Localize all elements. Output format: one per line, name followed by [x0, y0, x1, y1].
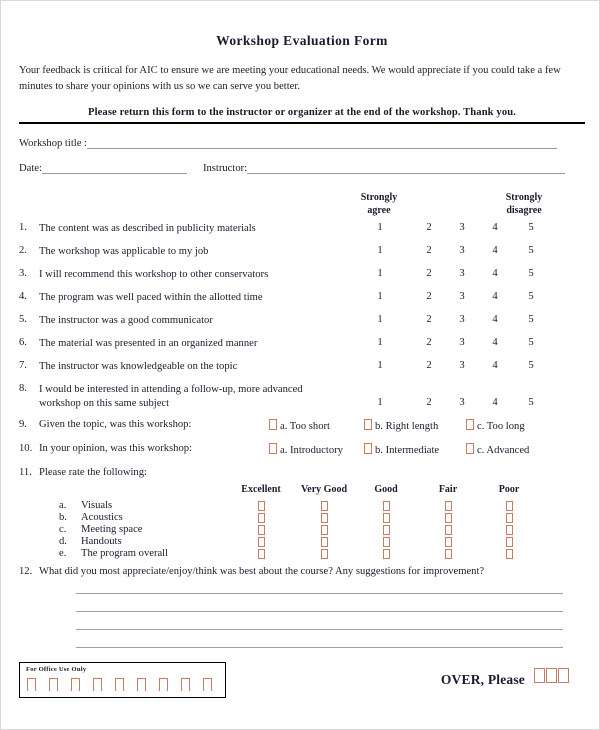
open-answer-lines	[19, 593, 585, 648]
likert-row-number: 8.	[19, 383, 27, 394]
likert-row-text: The workshop was applicable to my job	[39, 246, 209, 257]
open-answer-line[interactable]	[76, 593, 563, 594]
checkbox-icon[interactable]	[269, 443, 277, 454]
office-use-cell[interactable]	[49, 678, 58, 691]
rating-matrix-text: Please rate the following:	[39, 467, 147, 478]
likert-row-number: 3.	[19, 268, 27, 279]
likert-row	[19, 337, 585, 360]
date-label: Date:	[19, 163, 42, 174]
likert-row-text: The instructor was knowledgeable on the topic	[39, 361, 238, 372]
intro-paragraph: Your feedback is critical for AIC to ensure we are meeting your educational needs. We would appreciate if you could take a few minutes to share your opinions with us so we can serve you better.	[19, 65, 561, 92]
rating-checkbox[interactable]	[321, 549, 328, 559]
checkbox-icon[interactable]	[466, 419, 474, 430]
rating-checkbox[interactable]	[258, 501, 265, 511]
likert-option-4[interactable]: 4	[492, 337, 498, 348]
likert-option-2[interactable]: 2	[426, 360, 432, 371]
rating-row-label: Acoustics	[81, 512, 123, 523]
choice-options	[269, 443, 585, 457]
choice-option[interactable]	[364, 443, 439, 456]
choice-option[interactable]	[269, 419, 330, 432]
workshop-title-row	[19, 137, 585, 149]
office-use-cell[interactable]	[203, 678, 212, 691]
rating-checkbox[interactable]	[383, 537, 390, 547]
strongly-agree-label: Strongly agree	[360, 192, 398, 216]
office-use-box	[19, 662, 226, 698]
choice-row	[19, 443, 585, 467]
rating-checkbox[interactable]	[445, 549, 452, 559]
likert-option-1[interactable]: 1	[377, 397, 383, 408]
choice-option-label: a. Too short	[280, 421, 330, 432]
likert-row-text: I would be interested in attending a follow-up, more advanced workshop on this same subject	[39, 384, 303, 409]
likert-option-2[interactable]: 2	[426, 222, 432, 233]
choice-option-label: b. Right length	[375, 421, 439, 432]
likert-option-3[interactable]: 3	[459, 314, 465, 325]
choice-option[interactable]	[364, 419, 438, 432]
strongly-disagree-label: Strongly disagree	[505, 192, 543, 216]
likert-options	[349, 314, 569, 328]
open-question-text: What did you most appreciate/enjoy/think was best about the course? Any suggestions for improvement?	[39, 566, 485, 577]
likert-row-number: 2.	[19, 245, 27, 256]
checkbox-icon[interactable]	[466, 443, 474, 454]
choice-row-number: 9.	[19, 419, 27, 430]
likert-option-3[interactable]: 3	[459, 222, 465, 233]
checkbox-icon[interactable]	[269, 419, 277, 430]
likert-option-3[interactable]: 3	[459, 268, 465, 279]
likert-option-3[interactable]: 3	[459, 360, 465, 371]
choice-question-list	[19, 419, 585, 467]
likert-row-text: The program was well paced within the allotted time	[39, 292, 263, 303]
form-content	[19, 1, 585, 730]
likert-option-1[interactable]: 1	[377, 245, 383, 256]
open-answer-line[interactable]	[76, 611, 563, 612]
likert-options	[349, 245, 569, 259]
rating-checkbox[interactable]	[321, 525, 328, 535]
likert-option-4[interactable]: 4	[492, 397, 498, 408]
likert-option-2[interactable]: 2	[426, 245, 432, 256]
office-use-cell[interactable]	[115, 678, 124, 691]
form-footer	[19, 662, 585, 708]
rating-matrix	[19, 484, 585, 562]
rating-column-header: Excellent	[241, 484, 281, 495]
rating-checkbox[interactable]	[383, 513, 390, 523]
office-use-cell[interactable]	[71, 678, 80, 691]
rating-row-letter: a.	[59, 500, 67, 511]
office-use-cells	[27, 678, 222, 693]
choice-option-label: b. Intermediate	[375, 445, 440, 456]
choice-row-number: 10.	[19, 443, 33, 454]
office-use-cell[interactable]	[137, 678, 146, 691]
office-use-label: For Office Use Only	[26, 666, 87, 673]
open-question	[19, 566, 585, 582]
choice-option[interactable]	[269, 443, 343, 456]
instructor-label: Instructor:	[202, 163, 248, 174]
rating-checkbox[interactable]	[445, 537, 452, 547]
likert-option-3[interactable]: 3	[459, 337, 465, 348]
date-input[interactable]	[42, 162, 187, 174]
checkbox-icon[interactable]	[364, 419, 372, 430]
likert-row	[19, 314, 585, 337]
likert-option-1[interactable]: 1	[377, 337, 383, 348]
checkbox-icon[interactable]	[364, 443, 372, 454]
rating-checkbox[interactable]	[445, 513, 452, 523]
rating-row-label: Handouts	[81, 536, 122, 547]
likert-row-text: The instructor was a good communicator	[39, 315, 213, 326]
choice-options	[269, 419, 585, 433]
likert-options	[349, 360, 569, 374]
rating-matrix-question	[19, 467, 585, 484]
choice-row	[19, 419, 585, 443]
choice-option-label: c. Too long	[477, 421, 525, 432]
rating-checkbox[interactable]	[383, 549, 390, 559]
date-instructor-row	[19, 162, 585, 174]
likert-option-2[interactable]: 2	[426, 291, 432, 302]
likert-option-1[interactable]: 1	[377, 222, 383, 233]
likert-option-4[interactable]: 4	[492, 291, 498, 302]
likert-row-text: The material was presented in an organized manner	[39, 338, 258, 349]
rating-checkbox[interactable]	[445, 501, 452, 511]
likert-options	[349, 337, 569, 351]
likert-option-5[interactable]: 5	[528, 222, 534, 233]
instructor-input[interactable]	[247, 162, 565, 174]
likert-option-4[interactable]: 4	[492, 268, 498, 279]
likert-option-4[interactable]: 4	[492, 360, 498, 371]
page-title: Workshop Evaluation Form	[216, 33, 388, 48]
likert-options	[349, 222, 569, 236]
rating-checkbox[interactable]	[258, 549, 265, 559]
rating-checkbox[interactable]	[383, 525, 390, 535]
likert-option-2[interactable]: 2	[426, 268, 432, 279]
over-please-text: OVER, Please	[440, 672, 525, 687]
rating-checkbox[interactable]	[258, 537, 265, 547]
open-question-number: 12.	[19, 566, 33, 577]
likert-options	[349, 268, 569, 282]
rating-checkbox[interactable]	[506, 525, 513, 535]
choice-option[interactable]	[466, 443, 529, 456]
rating-checkbox[interactable]	[506, 549, 513, 559]
likert-options	[349, 291, 569, 305]
rating-matrix-number: 11.	[19, 467, 32, 478]
over-please-note	[441, 668, 570, 688]
likert-row	[19, 268, 585, 291]
rating-column-header: Good	[374, 484, 398, 495]
likert-row-number: 5.	[19, 314, 27, 325]
likert-row	[19, 383, 585, 415]
likert-option-2[interactable]: 2	[426, 397, 432, 408]
rating-column-header: Poor	[498, 484, 520, 495]
likert-option-5[interactable]: 5	[528, 337, 534, 348]
choice-option-label: a. Introductory	[280, 445, 343, 456]
rating-row-label: Meeting space	[81, 524, 143, 535]
likert-row-number: 4.	[19, 291, 27, 302]
rating-row-letter: d.	[59, 536, 67, 547]
likert-row	[19, 222, 585, 245]
likert-row-number: 6.	[19, 337, 27, 348]
choice-row-text: Given the topic, was this workshop:	[39, 419, 192, 430]
likert-option-1[interactable]: 1	[377, 360, 383, 371]
likert-option-4[interactable]: 4	[492, 314, 498, 325]
choice-option-label: c. Advanced	[477, 445, 530, 456]
rating-column-header: Fair	[438, 484, 458, 495]
office-use-cell[interactable]	[159, 678, 168, 691]
likert-option-5[interactable]: 5	[528, 268, 534, 279]
header-divider	[19, 122, 585, 124]
rating-row-letter: e.	[59, 548, 67, 559]
likert-option-5[interactable]: 5	[528, 245, 534, 256]
likert-row-number: 1.	[19, 222, 27, 233]
likert-option-4[interactable]: 4	[492, 245, 498, 256]
rating-checkbox[interactable]	[383, 501, 390, 511]
likert-option-3[interactable]: 3	[459, 291, 465, 302]
likert-row	[19, 245, 585, 268]
office-use-cell[interactable]	[93, 678, 102, 691]
rating-checkbox[interactable]	[258, 513, 265, 523]
rating-checkbox[interactable]	[506, 513, 513, 523]
rating-checkbox[interactable]	[506, 537, 513, 547]
rating-checkbox[interactable]	[321, 537, 328, 547]
likert-row-number: 7.	[19, 360, 27, 371]
choice-option[interactable]	[466, 419, 525, 432]
rating-row-label: The program overall	[81, 548, 169, 559]
likert-option-5[interactable]: 5	[528, 360, 534, 371]
rating-row-label: Visuals	[81, 500, 113, 511]
likert-option-5[interactable]: 5	[528, 314, 534, 325]
rating-row-letter: c.	[59, 524, 67, 535]
likert-question-list	[19, 222, 585, 415]
choice-row-text: In your opinion, was this workshop:	[39, 443, 193, 454]
rating-checkbox[interactable]	[258, 525, 265, 535]
workshop-title-input[interactable]	[87, 137, 557, 149]
rating-column-header: Very Good	[300, 484, 348, 495]
rating-checkbox[interactable]	[321, 501, 328, 511]
likert-option-1[interactable]: 1	[377, 314, 383, 325]
likert-row-text: I will recommend this workshop to other conservators	[39, 269, 269, 280]
likert-option-4[interactable]: 4	[492, 222, 498, 233]
rating-checkbox[interactable]	[506, 501, 513, 511]
likert-scale-header	[19, 192, 585, 222]
likert-option-1[interactable]: 1	[377, 291, 383, 302]
likert-option-3[interactable]: 3	[459, 397, 465, 408]
likert-row-text: The content was as described in publicity materials	[39, 223, 256, 234]
return-instruction: Please return this form to the instructor or organizer at the end of the workshop. Thank you.	[88, 107, 516, 118]
likert-row	[19, 360, 585, 383]
workshop-title-label: Workshop title :	[19, 138, 88, 149]
likert-option-2[interactable]: 2	[426, 314, 432, 325]
rating-checkbox[interactable]	[321, 513, 328, 523]
likert-option-2[interactable]: 2	[426, 337, 432, 348]
likert-option-5[interactable]: 5	[528, 397, 534, 408]
open-answer-line[interactable]	[76, 629, 563, 630]
open-answer-line[interactable]	[76, 647, 563, 648]
likert-options	[349, 397, 569, 411]
office-use-cell[interactable]	[27, 678, 36, 691]
missing-glyph-icon	[534, 668, 570, 687]
likert-row	[19, 291, 585, 314]
likert-option-3[interactable]: 3	[459, 245, 465, 256]
rating-checkbox[interactable]	[445, 525, 452, 535]
rating-row-letter: b.	[59, 512, 67, 523]
office-use-cell[interactable]	[181, 678, 190, 691]
likert-option-1[interactable]: 1	[377, 268, 383, 279]
likert-option-5[interactable]: 5	[528, 291, 534, 302]
